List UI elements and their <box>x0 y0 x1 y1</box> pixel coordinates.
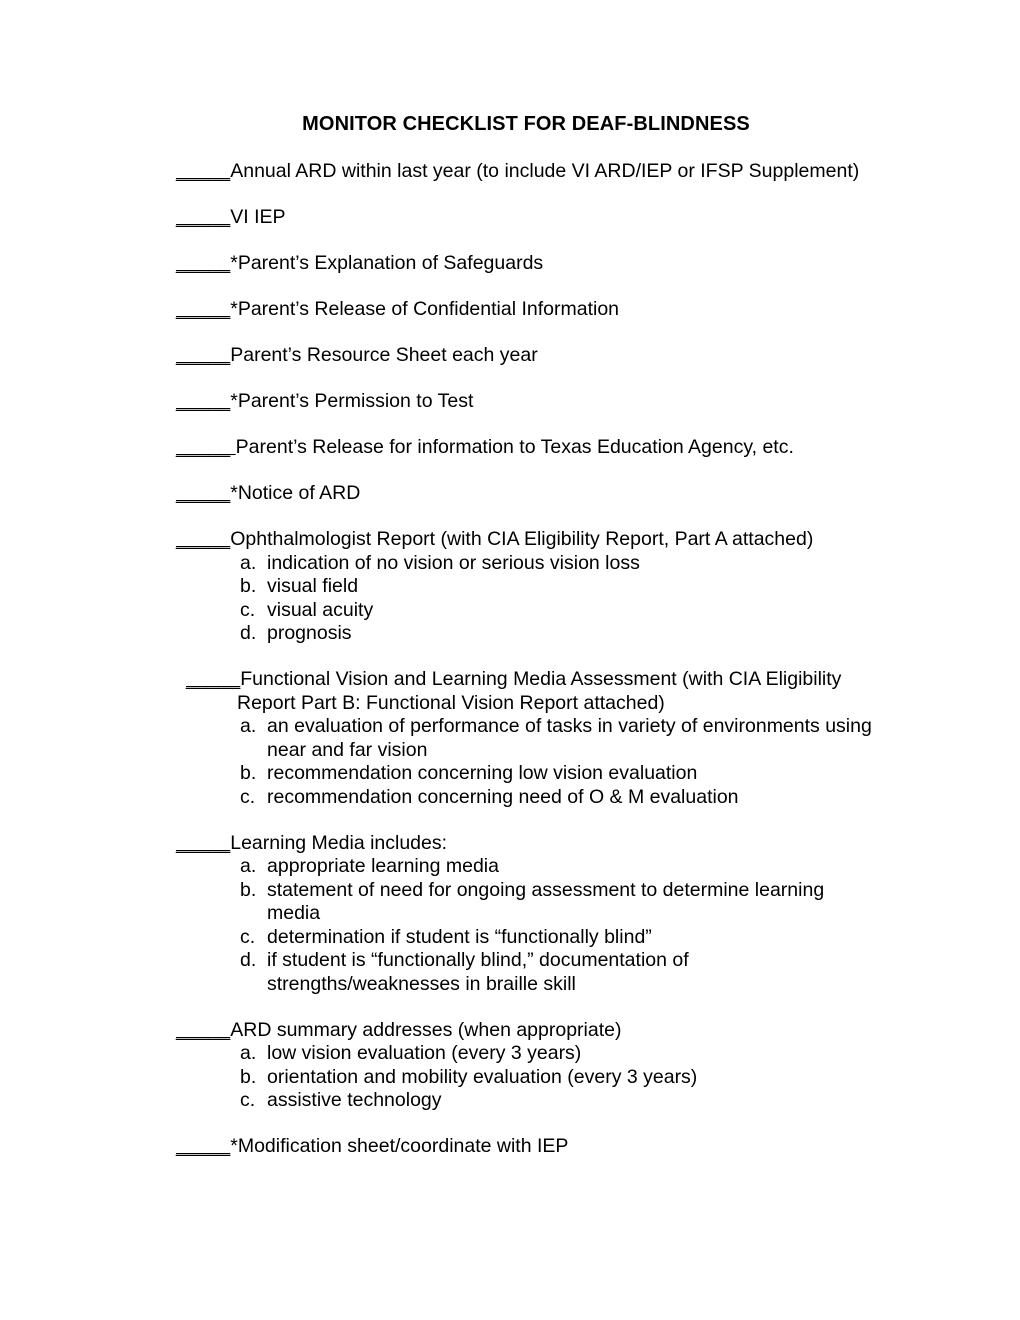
list-item-label: visual acuity <box>267 598 374 621</box>
checklist-item-learning-media-includes[interactable] <box>176 832 876 997</box>
checklist-item-line <box>176 528 876 552</box>
blank-line-field[interactable]: _____ <box>176 160 231 182</box>
checklist-item-label: Functional Vision and Learning Media Assessment (with CIA Eligibility Report Part B: Functional Vision Report attached) <box>237 668 842 714</box>
checklist-item-line <box>176 1019 876 1043</box>
checklist-item-line <box>176 298 876 322</box>
list-item-label: low vision evaluation (every 3 years) <box>267 1042 582 1064</box>
checklist-item-ard-summary-addresses[interactable] <box>176 1019 876 1113</box>
list-item-label: appropriate learning media <box>267 855 499 877</box>
blank-line-field[interactable]: _____ <box>176 252 231 274</box>
list-item-letter: b. <box>240 1065 257 1088</box>
list-item[interactable] <box>176 1089 876 1113</box>
list-item-label: recommendation concerning low vision evaluation <box>267 762 698 784</box>
list-item-label: assistive technology <box>267 1089 442 1111</box>
checklist-item-label: Learning Media includes: <box>230 831 448 854</box>
checklist-item-label: ARD summary addresses (when appropriate) <box>230 1018 622 1041</box>
blank-line-field[interactable]: _____ <box>176 831 231 854</box>
checklist-item-label: Ophthalmologist Report (with CIA Eligibility Report, Part A attached) <box>230 528 814 550</box>
checklist-item-parents-explanation-of-safeguards[interactable] <box>176 252 876 276</box>
list-item-label: if student is “functionally blind,” documentation of strengths/weaknesses in braille skill <box>267 949 689 995</box>
list-item-letter: c. <box>240 785 256 808</box>
checklist-item-parents-release-of-confidential-information[interactable] <box>176 298 876 322</box>
checklist-sublist <box>176 715 876 809</box>
checklist-item-label: Parent’s Resource Sheet each year <box>230 344 538 366</box>
checklist-item-parents-permission-to-test[interactable] <box>176 390 876 414</box>
list-item-letter: a. <box>240 855 257 877</box>
list-item[interactable] <box>176 786 876 810</box>
checklist-item-line <box>176 252 876 276</box>
checklist-item-label: *Modification sheet/coordinate with IEP <box>230 1135 569 1157</box>
checklist-item-annual-ard[interactable] <box>176 160 876 184</box>
list-item[interactable] <box>176 926 876 950</box>
list-item-letter: a. <box>240 1042 257 1064</box>
blank-line-field[interactable]: _____ <box>176 436 236 458</box>
list-item[interactable] <box>176 575 876 599</box>
blank-line-field[interactable]: _____ <box>176 482 231 504</box>
checklist-item-label: *Parent’s Explanation of Safeguards <box>230 252 544 274</box>
checklist-item-line <box>176 160 876 184</box>
list-item[interactable] <box>176 879 876 926</box>
list-item-letter: d. <box>240 622 257 644</box>
checklist-item-line <box>176 436 876 460</box>
list-item[interactable] <box>176 622 876 646</box>
checklist-item-label: VI IEP <box>230 206 286 228</box>
checklist-item-line <box>176 1135 876 1159</box>
list-item-letter: b. <box>240 762 257 784</box>
blank-line-field[interactable]: _____ <box>176 206 231 228</box>
page-title: MONITOR CHECKLIST FOR DEAF-BLINDNESS <box>302 113 750 135</box>
blank-line-field[interactable]: _____ <box>176 298 231 320</box>
list-item-label: recommendation concerning need of O & M evaluation <box>267 785 739 808</box>
checklist-item-label: Parent’s Release for information to Texas Education Agency, etc. <box>235 436 794 458</box>
list-item[interactable] <box>176 599 876 623</box>
checklist-item-label: *Notice of ARD <box>230 482 361 504</box>
checklist-item-label: *Parent’s Release of Confidential Information <box>230 298 620 320</box>
checklist-item-line <box>176 206 876 230</box>
checklist-item-parents-resource-sheet[interactable] <box>176 344 876 368</box>
document-body <box>176 112 876 1181</box>
list-item-label: indication of no vision or serious vision loss <box>267 551 640 574</box>
list-item-label: prognosis <box>267 622 352 644</box>
list-item-letter: b. <box>240 878 257 901</box>
blank-line-field[interactable]: _____ <box>176 528 231 550</box>
list-item-letter: c. <box>240 1089 256 1111</box>
list-item[interactable] <box>176 762 876 786</box>
list-item-letter: a. <box>240 551 257 574</box>
checklist-item-line <box>176 344 876 368</box>
list-item-label: an evaluation of performance of tasks in variety of environments using near and far vision <box>267 715 872 761</box>
list-item[interactable] <box>176 1066 876 1090</box>
checklist-sublist <box>176 552 876 646</box>
list-item[interactable] <box>176 855 876 879</box>
list-item-letter: c. <box>240 598 256 621</box>
blank-line-field[interactable]: _____ <box>176 1018 231 1041</box>
blank-line-field[interactable]: _____ <box>176 1135 231 1157</box>
checklist-item-line <box>176 482 876 506</box>
list-item[interactable] <box>176 949 876 996</box>
list-item-letter: d. <box>240 949 257 971</box>
checklist-item-modification-sheet[interactable] <box>176 1135 876 1159</box>
checklist-item-label: Annual ARD within last year (to include VI ARD/IEP or IFSP Supplement) <box>230 160 860 182</box>
checklist-item-line <box>176 390 876 414</box>
list-item[interactable] <box>176 1042 876 1066</box>
checklist-item-label: *Parent’s Permission to Test <box>230 390 474 412</box>
checklist-item-line <box>176 668 876 715</box>
list-item-label: determination if student is “functionally blind” <box>267 925 652 948</box>
list-item-letter: c. <box>240 925 256 948</box>
checklist-sublist <box>176 1042 876 1113</box>
list-item[interactable] <box>176 552 876 576</box>
blank-line-field[interactable]: _____ <box>176 390 231 412</box>
list-item-letter: a. <box>240 715 257 737</box>
checklist-item-vi-iep[interactable] <box>176 206 876 230</box>
checklist-item-line <box>176 832 876 856</box>
list-item[interactable] <box>176 715 876 762</box>
checklist-item-functional-vision-learning-media-assessment[interactable] <box>176 668 876 809</box>
checklist-item-notice-of-ard[interactable] <box>176 482 876 506</box>
list-item-label: visual field <box>267 575 359 597</box>
blank-line-field[interactable]: _____ <box>186 668 241 690</box>
list-item-label: orientation and mobility evaluation (every 3 years) <box>267 1065 698 1088</box>
checklist-item-parents-release-for-information-tea[interactable] <box>176 436 876 460</box>
blank-line-field[interactable]: _____ <box>176 344 231 366</box>
checklist-item-ophthalmologist-report[interactable] <box>176 528 876 646</box>
list-item-label: statement of need for ongoing assessment to determine learning media <box>267 878 825 924</box>
list-item-letter: b. <box>240 575 257 597</box>
checklist-sublist <box>176 855 876 996</box>
